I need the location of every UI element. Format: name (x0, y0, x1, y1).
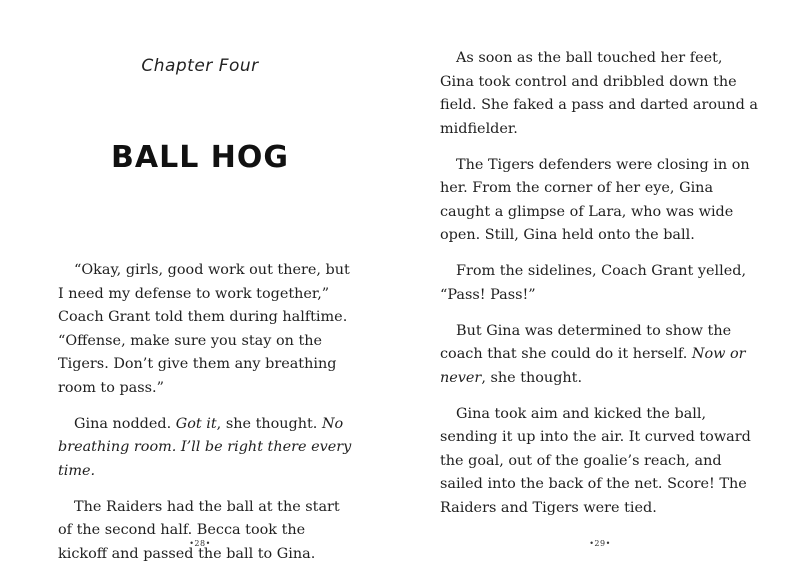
page-number-left: •28• (189, 539, 211, 548)
chapter-title: BALL HOG (111, 140, 289, 175)
left-page-text (58, 259, 358, 579)
italic-text: Got it (175, 415, 217, 432)
paragraph: The Raiders had the ball at the start of the second half. Becca took the kickoff and passed the ball to Gina. (58, 498, 340, 562)
paragraph: From the sidelines, Coach Grant yelled, “Pass! Pass!” (440, 263, 747, 303)
italic-text: Now or never (440, 346, 746, 386)
text-span: Gina nodded. (74, 415, 176, 432)
right-page-text (440, 47, 758, 533)
text-span: , she thought. (481, 369, 583, 386)
paragraph (440, 320, 758, 391)
paragraph: As soon as the ball touched her feet, Gina took control and dribbled down the field. She faked a pass and darted around a midfielder. (440, 50, 758, 137)
text-span: But Gina was determined to show the coach that she could do it herself. (440, 322, 732, 362)
chapter-label: Chapter Four (141, 56, 259, 76)
text-span: , she thought. (216, 415, 322, 432)
paragraph: The Tigers defenders were closing in on her. From the corner of her eye, Gina caught a glimpse of Lara, who was wide open. Still, Gina held onto the ball. (440, 156, 750, 243)
paragraph: “Okay, girls, good work out there, but I need my defense to work together,” Coach Grant told them during halftime. “Offense, make sure you stay on the Tigers. Don’t give them any breathing room to pass.” (58, 262, 350, 396)
paragraph (58, 413, 358, 484)
page-number-right: •29• (589, 539, 611, 548)
paragraph: Gina took aim and kicked the ball, sending it up into the air. It curved toward the goal, out of the goalie’s reach, and sailed into the back of the net. Score! The Raiders and Tigers were tied. (440, 405, 751, 516)
italic-text: No breathing room. I’ll be right there every time. (58, 415, 352, 479)
